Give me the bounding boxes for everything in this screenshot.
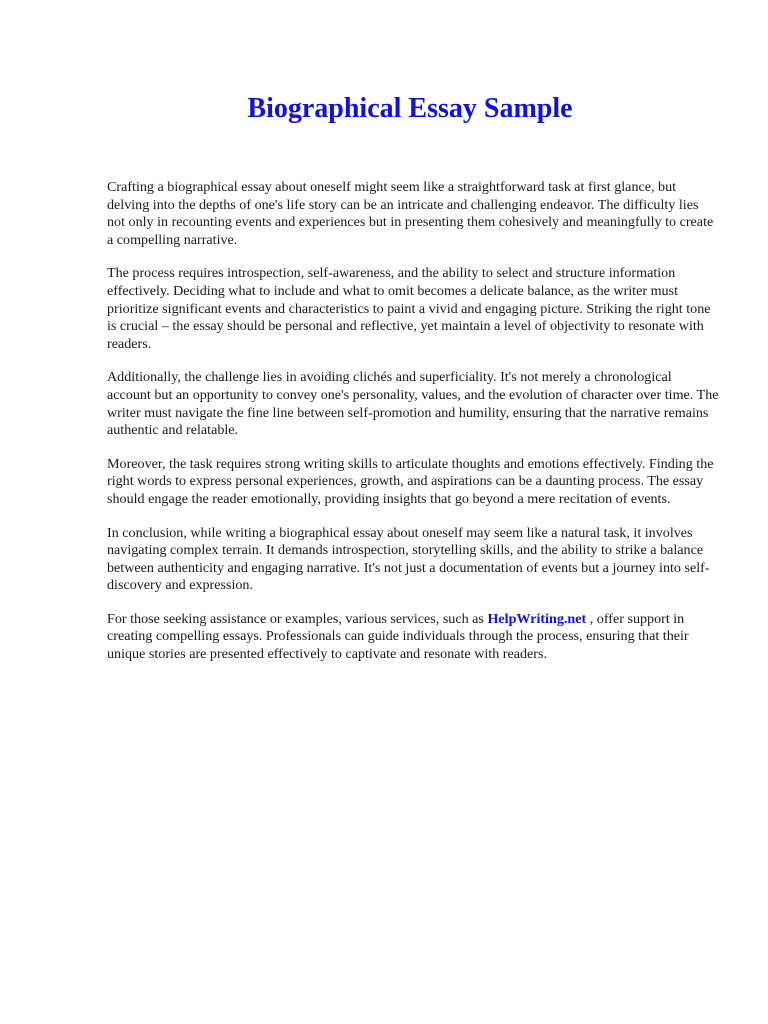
- essay-body: [107, 179, 719, 680]
- paragraph-4: Moreover, the task requires strong writing skills to articulate thoughts and emotions effectively. Finding the right words to express personal experiences, growth, and aspirations can be a daunting process. The essay should engage the reader emotionally, providing insights that go beyond a mere recitation of events.: [107, 455, 714, 507]
- closing-paragraph: [107, 611, 719, 664]
- paragraph-1: Crafting a biographical essay about oneself might seem like a straightforward task at first glance, but delving into the depths of one's life story can be an intricate and challenging endeavor. The difficulty lies not only in recounting events and experiences but in presenting them cohesively and meaningfully to create a compelling narrative.: [107, 179, 714, 248]
- paragraph-5: In conclusion, while writing a biographical essay about oneself may seem like a natural task, it involves navigating complex terrain. It demands introspection, storytelling skills, and the ability to strike a balance between authenticity and engaging narrative. It's not just a documentation of events but a journey into self-discovery and expression.: [107, 524, 710, 594]
- helpwriting-link[interactable]: HelpWriting.net: [487, 610, 587, 627]
- paragraph-2: The process requires introspection, self-awareness, and the ability to select and structure information effectively. Deciding what to include and what to omit becomes a delicate balance, as the writer must prioritize significant events and characteristics to paint a vivid and engaging picture. Striking the right tone is crucial – the essay should be personal and reflective, yet maintain a level of objectivity to resonate with readers.: [107, 265, 711, 352]
- closing-text-before-link: For those seeking assistance or examples, various services, such as: [107, 610, 488, 627]
- paragraph-3: Additionally, the challenge lies in avoiding clichés and superficiality. It's not merely a chronological account but an opportunity to convey one's personality, values, and the evolution of character over time. The writer must navigate the fine line between self-promotion and humility, ensuring that the narrative remains authentic and relatable.: [107, 369, 719, 439]
- closing-text-after-link: , offer support in creating compelling essays. Professionals can guide individuals through the process, ensuring that their unique stories are presented effectively to captivate and resonate with readers.: [107, 610, 689, 663]
- page-title: Biographical Essay Sample: [247, 93, 573, 124]
